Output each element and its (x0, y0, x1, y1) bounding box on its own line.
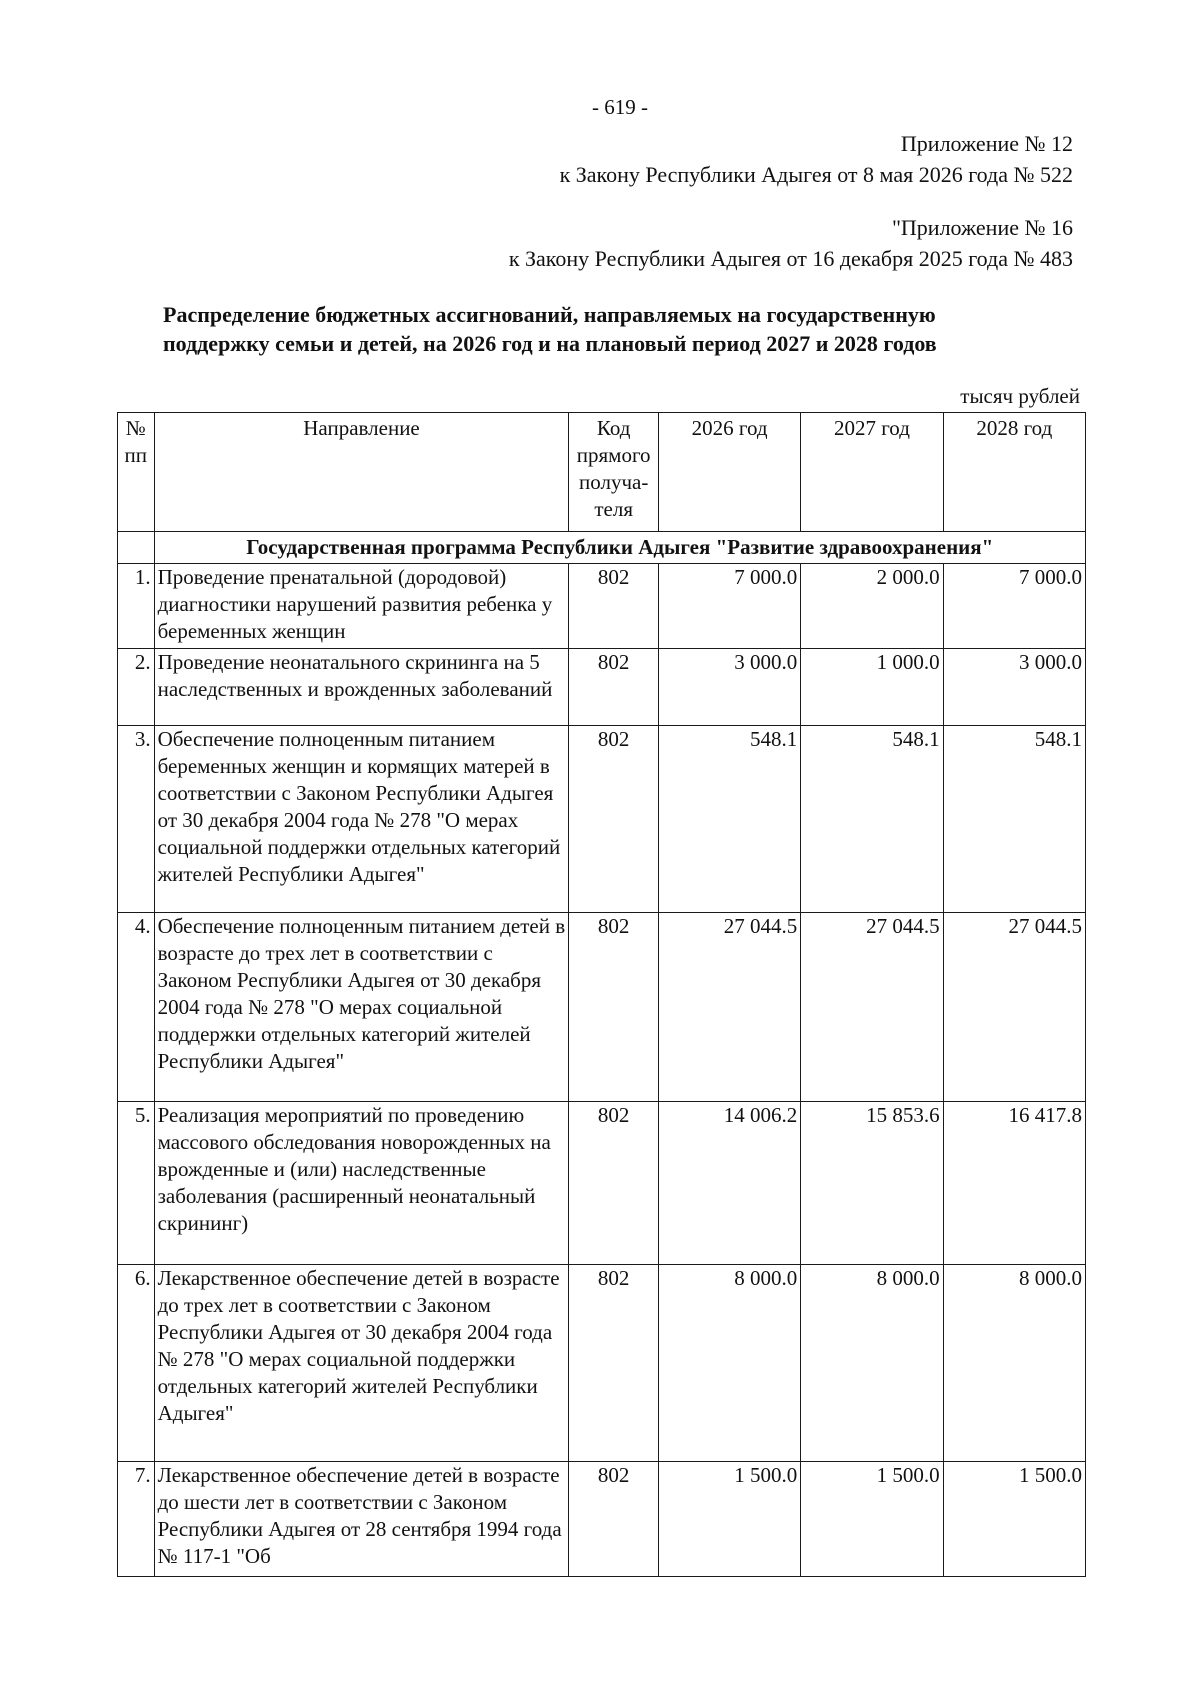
row-2026: 3 000.0 (658, 649, 800, 726)
row-2026: 7 000.0 (658, 564, 800, 649)
row-2027: 15 853.6 (801, 1102, 943, 1265)
header-direction: Направление (154, 413, 569, 532)
table-row (118, 564, 1086, 649)
table-row (118, 726, 1086, 913)
budget-table (117, 412, 1086, 1577)
appendix-current-number: Приложение № 12 (900, 131, 1073, 156)
row-2027: 1 500.0 (801, 1462, 943, 1577)
row-code: 802 (569, 1102, 658, 1265)
header-2026: 2026 год (658, 413, 800, 532)
row-2028: 8 000.0 (943, 1265, 1085, 1462)
header-code: Код прямого получа- теля (569, 413, 658, 532)
row-2026: 1 500.0 (658, 1462, 800, 1577)
row-2028: 16 417.8 (943, 1102, 1085, 1265)
row-direction: Проведение неонатального скрининга на 5 наследственных и врожденных заболеваний (154, 649, 569, 726)
row-2028: 3 000.0 (943, 649, 1085, 726)
program-title: Государственная программа Республики Адыгея "Развитие здравоохранения" (154, 532, 1085, 564)
header-2028: 2028 год (943, 413, 1085, 532)
row-2028: 7 000.0 (943, 564, 1085, 649)
appendix-original-law: к Закону Республики Адыгея от 16 декабря 2025 года № 483 (508, 246, 1073, 271)
row-direction: Лекарственное обеспечение детей в возрасте до шести лет в соответствии с Законом Республики Адыгея от 28 сентября 1994 года № 117-1 "Об (154, 1462, 569, 1577)
row-2028: 548.1 (943, 726, 1085, 913)
program-row (118, 532, 1086, 564)
row-2027: 1 000.0 (801, 649, 943, 726)
appendix-original-number: "Приложение № 16 (891, 215, 1073, 240)
row-direction: Реализация мероприятий по проведению массового обследования новорожденных на врожденные и (или) наследственные заболевания (расширенный неонатальный скрининг) (154, 1102, 569, 1265)
row-num: 3. (118, 726, 155, 913)
header-2027: 2027 год (801, 413, 943, 532)
appendix-current-law: к Закону Республики Адыгея от 8 мая 2026 года № 522 (559, 162, 1073, 187)
appendix-current (560, 128, 1073, 190)
row-2027: 2 000.0 (801, 564, 943, 649)
row-code: 802 (569, 1462, 658, 1577)
row-2028: 27 044.5 (943, 913, 1085, 1102)
table-header-row (118, 413, 1086, 532)
row-2027: 27 044.5 (801, 913, 943, 1102)
row-num: 2. (118, 649, 155, 726)
page-number: - 619 - (592, 95, 648, 119)
row-2026: 8 000.0 (658, 1265, 800, 1462)
table-row (118, 1265, 1086, 1462)
row-direction: Обеспечение полноценным питанием детей в возрасте до трех лет в соответствии с Законом Республики Адыгея от 30 декабря 2004 года № 278 "О мерах социальной поддержки отдельных категорий жителей Республики Адыгея" (154, 913, 569, 1102)
row-2026: 14 006.2 (658, 1102, 800, 1265)
row-direction: Обеспечение полноценным питанием беременных женщин и кормящих матерей в соответствии с Законом Республики Адыгея от 30 декабря 2004 года № 278 "О мерах социальной поддержки отдельных категорий жителей Республики Адыгея" (154, 726, 569, 913)
appendix-original (509, 212, 1073, 274)
row-num: 6. (118, 1265, 155, 1462)
table-row (118, 913, 1086, 1102)
header-num: № пп (118, 413, 155, 532)
table-row (118, 1462, 1086, 1577)
document-title: Распределение бюджетных ассигнований, направляемых на государственную поддержку семьи и детей, на 2026 год и на плановый период 2027 и 2028 годов (163, 302, 937, 356)
row-direction: Лекарственное обеспечение детей в возрасте до трех лет в соответствии с Законом Республики Адыгея от 30 декабря 2004 года № 278 "О мерах социальной поддержки отдельных категорий жителей Республики Адыгея" (154, 1265, 569, 1462)
row-code: 802 (569, 913, 658, 1102)
row-code: 802 (569, 564, 658, 649)
row-num: 7. (118, 1462, 155, 1577)
row-2026: 548.1 (658, 726, 800, 913)
row-2027: 8 000.0 (801, 1265, 943, 1462)
units-label: тысяч рублей (960, 384, 1080, 408)
row-num: 4. (118, 913, 155, 1102)
row-2026: 27 044.5 (658, 913, 800, 1102)
row-code: 802 (569, 1265, 658, 1462)
table-row (118, 1102, 1086, 1265)
row-num: 5. (118, 1102, 155, 1265)
table-row (118, 649, 1086, 726)
row-2027: 548.1 (801, 726, 943, 913)
program-num-cell (118, 532, 155, 564)
row-code: 802 (569, 649, 658, 726)
row-code: 802 (569, 726, 658, 913)
row-direction: Проведение пренатальной (дородовой) диагностики нарушений развития ребенка у беременных женщин (154, 564, 569, 649)
row-num: 1. (118, 564, 155, 649)
row-2028: 1 500.0 (943, 1462, 1085, 1577)
